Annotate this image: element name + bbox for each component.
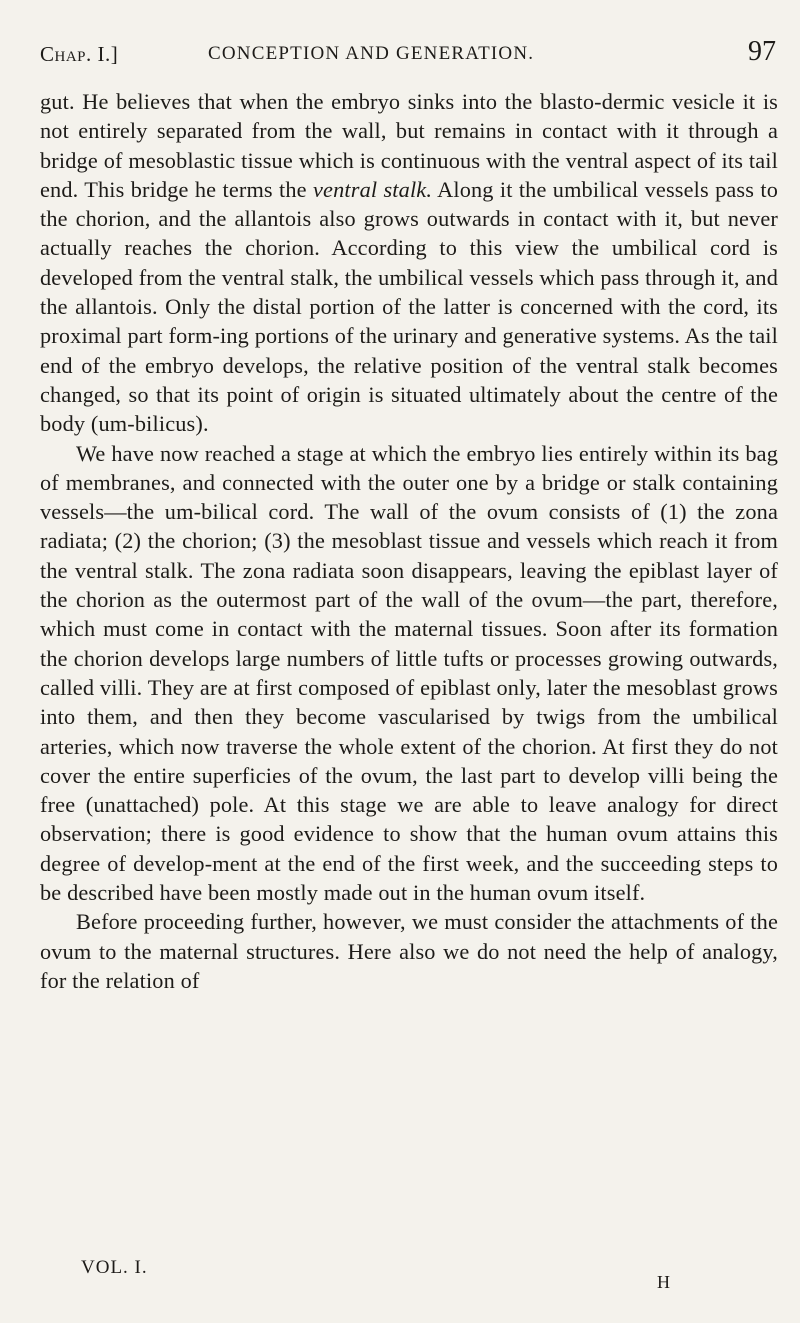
body-text bbox=[40, 87, 778, 995]
paragraph-3: Before proceeding further, however, we must consider the attachments of the ovum to the maternal structures. Here also we do not need the help of analogy, for the relation of bbox=[40, 909, 778, 993]
running-head bbox=[40, 38, 776, 74]
running-title: CONCEPTION AND GENERATION. bbox=[208, 43, 535, 64]
volume-label: VOL. I. bbox=[81, 1257, 148, 1278]
chapter-label: Chap. I.] bbox=[40, 42, 119, 66]
paragraph-1-text-end: Along it the umbilical vessels pass to the chorion, and the allantois also grows outwards in contact with it, but never actually reaches the chorion. According to this view the umbilical cord is developed from the ventral stalk, the umbilical vessels which pass through it, and the allantois. Only the distal portion of the latter is concerned with the cord, its proximal part form-ing portions of the urinary and generative systems. As the tail end of the embryo develops, the relative position of the ventral stalk becomes changed, so that its point of origin is situated ultimately about the centre of the body (um-bilicus). bbox=[40, 176, 779, 437]
page-number: 97 bbox=[748, 36, 776, 67]
ventral-stalk-term: ventral stalk. bbox=[313, 176, 433, 202]
paragraph-1-text-start: gut. He believes that when the embryo sinks into the blasto-dermic vesicle it is not entirely separated from the wall, but remains in contact with it through a bridge of mesoblastic tissue which is continuous with the ventral aspect of its tail end. This bridge he terms the bbox=[40, 89, 778, 202]
paragraph-2: We have now reached a stage at which the embryo lies entirely within its bag of membranes, and connected with the outer one by a bridge or stalk containing vessels—the um-bilical cord. The wall of the ovum consists of (1) the zona radiata; (2) the chorion; (3) the mesoblast tissue and vessels which reach it from the ventral stalk. The zona radiata soon disappears, leaving the epiblast layer of the chorion as the outermost part of the wall of the ovum—the part, therefore, which must come in contact with the maternal tissues. Soon after its formation the chorion develops large numbers of little tufts or processes growing outwards, called villi. They are at first composed of epiblast only, later the mesoblast grows into them, and then they become vascularised by twigs from the umbilical arteries, which now traverse the whole extent of the chorion. At first they do not cover the entire superficies of the ovum, the last part to develop villi being the free (unattached) pole. At this stage we are able to leave analogy for direct observation; there is good evidence to show that the human ovum attains this degree of develop-ment at the end of the first week, and the succeeding steps to be described have been mostly made out in the human ovum itself. bbox=[40, 440, 778, 906]
signature-mark: H bbox=[657, 1272, 670, 1292]
paragraph-1 bbox=[40, 87, 778, 439]
page-footer bbox=[40, 1257, 776, 1297]
